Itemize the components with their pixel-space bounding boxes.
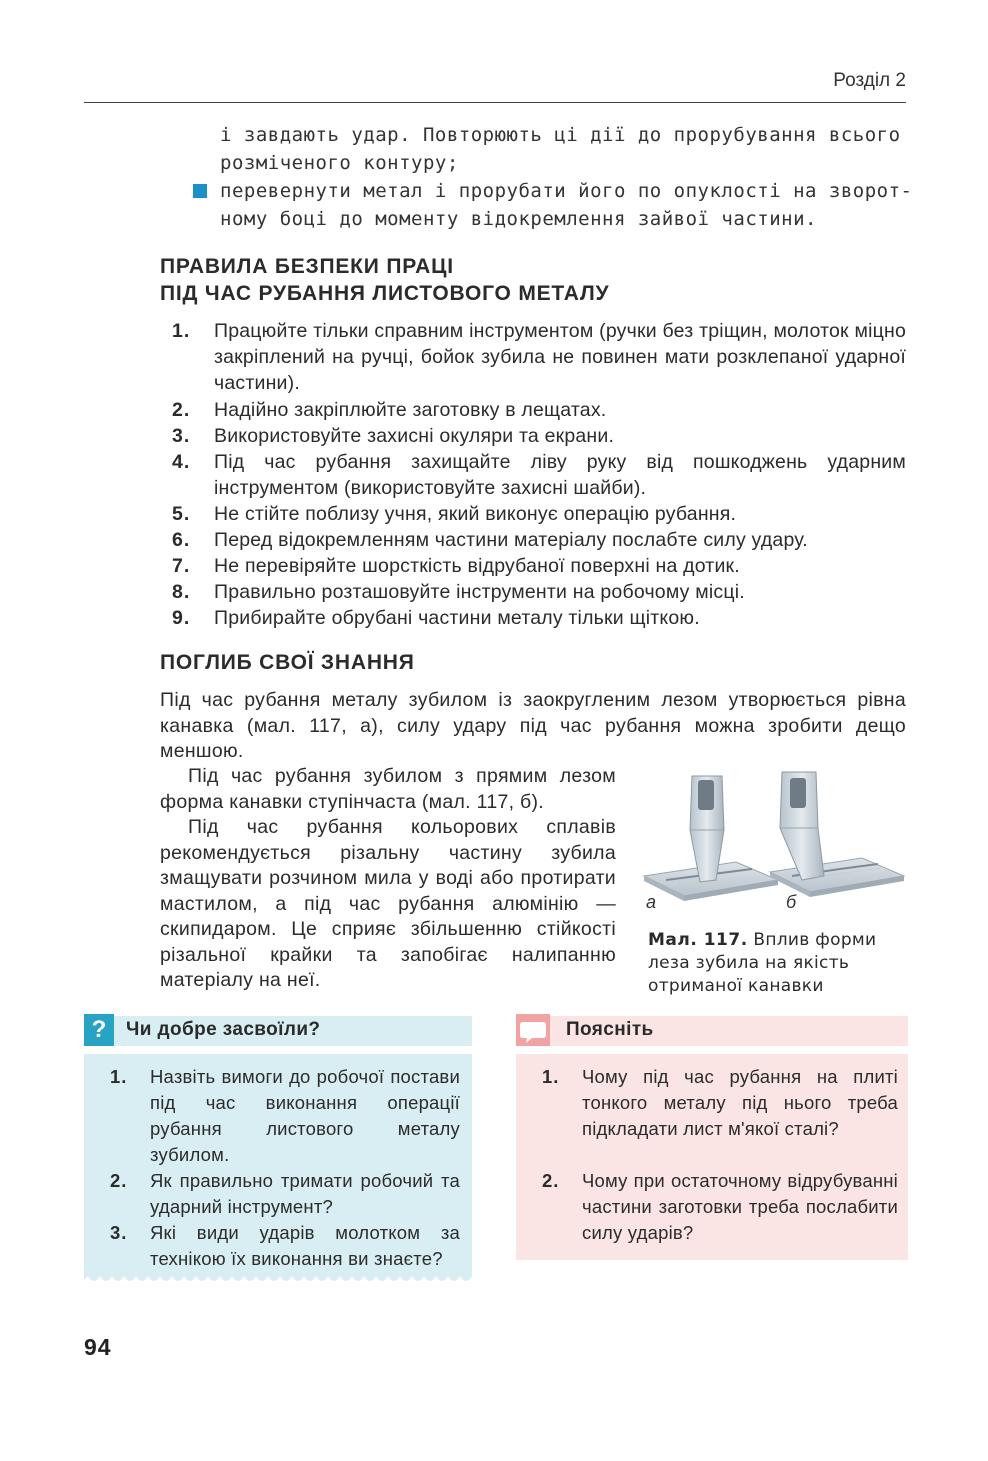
safety-rule — [172, 553, 906, 579]
safety-rule — [172, 397, 906, 423]
question-text: Як правильно тримати робочий та ударний інструмент? — [150, 1170, 460, 1217]
question-item — [542, 1064, 898, 1142]
bullet-square-icon — [193, 184, 207, 198]
rule-number: 4. — [172, 451, 191, 473]
rule-text: Під час рубання захищайте ліву руку від пошкоджень ударним інструментом (використовуйте захисні шайби). — [214, 451, 906, 499]
question-item — [110, 1168, 460, 1220]
rule-number: 7. — [172, 555, 191, 577]
figure-caption — [648, 929, 910, 998]
rule-text: Правильно розташовуйте інструменти на робочому місці. — [214, 581, 745, 603]
self-check-box — [84, 1014, 472, 1286]
question-text: Які види ударів молотком за технікою їх виконання ви знаєте? — [150, 1222, 460, 1269]
rule-text: Прибирайте обрубані частини металу тільки щіткою. — [214, 607, 700, 629]
caption-text: Вплив форми леза зубила на якість отриманої канавки — [648, 930, 877, 996]
rule-text: Використовуйте захисні окуляри та екрани. — [214, 425, 615, 447]
question-number: 1. — [110, 1066, 128, 1087]
rule-text: Не перевіряйте шорсткість відрубаної поверхні на дотик. — [214, 555, 740, 577]
question-text: Назвіть вимоги до робочої постави під час виконання операції рубання листового металу зубилом. — [150, 1066, 460, 1165]
bullet-line: ному боці до моменту відокремлення зайвої частини. — [220, 208, 817, 230]
rule-number: 5. — [172, 503, 191, 525]
deepen-paragraph: Під час рубання зубилом з прямим лезом форма канавки ступінчаста (мал. 117, б). — [160, 765, 616, 813]
section-label: Розділ 2 — [833, 70, 906, 91]
deepen-paragraph: Під час рубання металу зубилом із заокругленим лезом утворюється рівна канавка (мал. 117, а), силу удару під час рубання можна зробити дещо меншою. — [160, 689, 906, 762]
question-number: 2. — [542, 1170, 560, 1191]
question-text: Чому при остаточному відрубуванні частини заготовки треба послабити силу ударів? — [582, 1170, 898, 1243]
question-item — [542, 1168, 898, 1246]
rule-number: 6. — [172, 529, 191, 551]
safety-heading: ПІД ЧАС РУБАННЯ ЛИСТОВОГО МЕТАЛУ — [160, 282, 610, 305]
safety-rule — [172, 423, 906, 449]
question-number: 2. — [110, 1170, 128, 1191]
rule-number: 2. — [172, 399, 191, 421]
header-divider — [84, 102, 906, 103]
bullet-line: перевернути метал і прорубати його по опуклості на зворот- — [220, 180, 913, 202]
rule-number: 3. — [172, 425, 191, 447]
caption-label: Мал. 117. — [648, 930, 748, 950]
figure-label-b: б — [786, 892, 797, 912]
question-text: Чому під час рубання на плиті тонкого металу під нього треба підкладати лист м'якої сталі? — [582, 1066, 898, 1139]
safety-rule — [172, 579, 906, 605]
rule-number: 8. — [172, 581, 191, 603]
rule-number: 9. — [172, 607, 191, 629]
intro-line: і завдають удар. Повторюють ці дії до прорубування всього — [220, 124, 901, 146]
question-item — [110, 1220, 460, 1272]
chisel-figure — [640, 768, 908, 916]
intro-line: розміченого контуру; — [220, 152, 459, 174]
chisel-groove-illustration — [640, 768, 908, 916]
safety-heading: ПРАВИЛА БЕЗПЕКИ ПРАЦІ — [160, 255, 454, 278]
question-mark-icon: ? — [91, 1016, 107, 1043]
safety-rule — [172, 527, 906, 553]
question-number: 1. — [542, 1066, 560, 1087]
safety-rule — [172, 501, 906, 527]
safety-rule — [172, 605, 906, 631]
speech-bubble-icon — [516, 1014, 550, 1046]
explain-box — [516, 1014, 908, 1266]
safety-rule — [172, 318, 906, 396]
rule-number: 1. — [172, 320, 191, 342]
rule-text: Надійно закріплюйте заготовку в лещатах. — [214, 399, 607, 421]
safety-rule — [172, 449, 906, 501]
question-number: 3. — [110, 1222, 128, 1243]
explain-title: Поясніть — [566, 1019, 654, 1040]
question-item — [110, 1064, 460, 1168]
page-number: 94 — [84, 1334, 112, 1360]
rule-text: Не стійте поблизу учня, який виконує операцію рубання. — [214, 503, 737, 525]
rule-text: Перед відокремленням частини матеріалу послабте силу удару. — [214, 529, 808, 551]
rule-text: Працюйте тільки справним інструментом (ручки без тріщин, молоток міцно закріплений на ручці, бойок зубила не повинен мати розклепаної ударної частини). — [214, 320, 906, 394]
deepen-heading: ПОГЛИБ СВОЇ ЗНАННЯ — [160, 651, 415, 674]
figure-label-a: а — [646, 892, 657, 912]
self-check-title: Чи добре засвоїли? — [126, 1019, 321, 1040]
deepen-paragraph: Під час рубання кольорових сплавів рекомендується різальну частину зубила змащувати розчином мила у воді або протирати мастилом, а під час рубання алюмінію — скипидаром. Це сприяє збільшенню стійкості різальної крайки та запобігає налипанню матеріалу на неї. — [160, 816, 616, 991]
